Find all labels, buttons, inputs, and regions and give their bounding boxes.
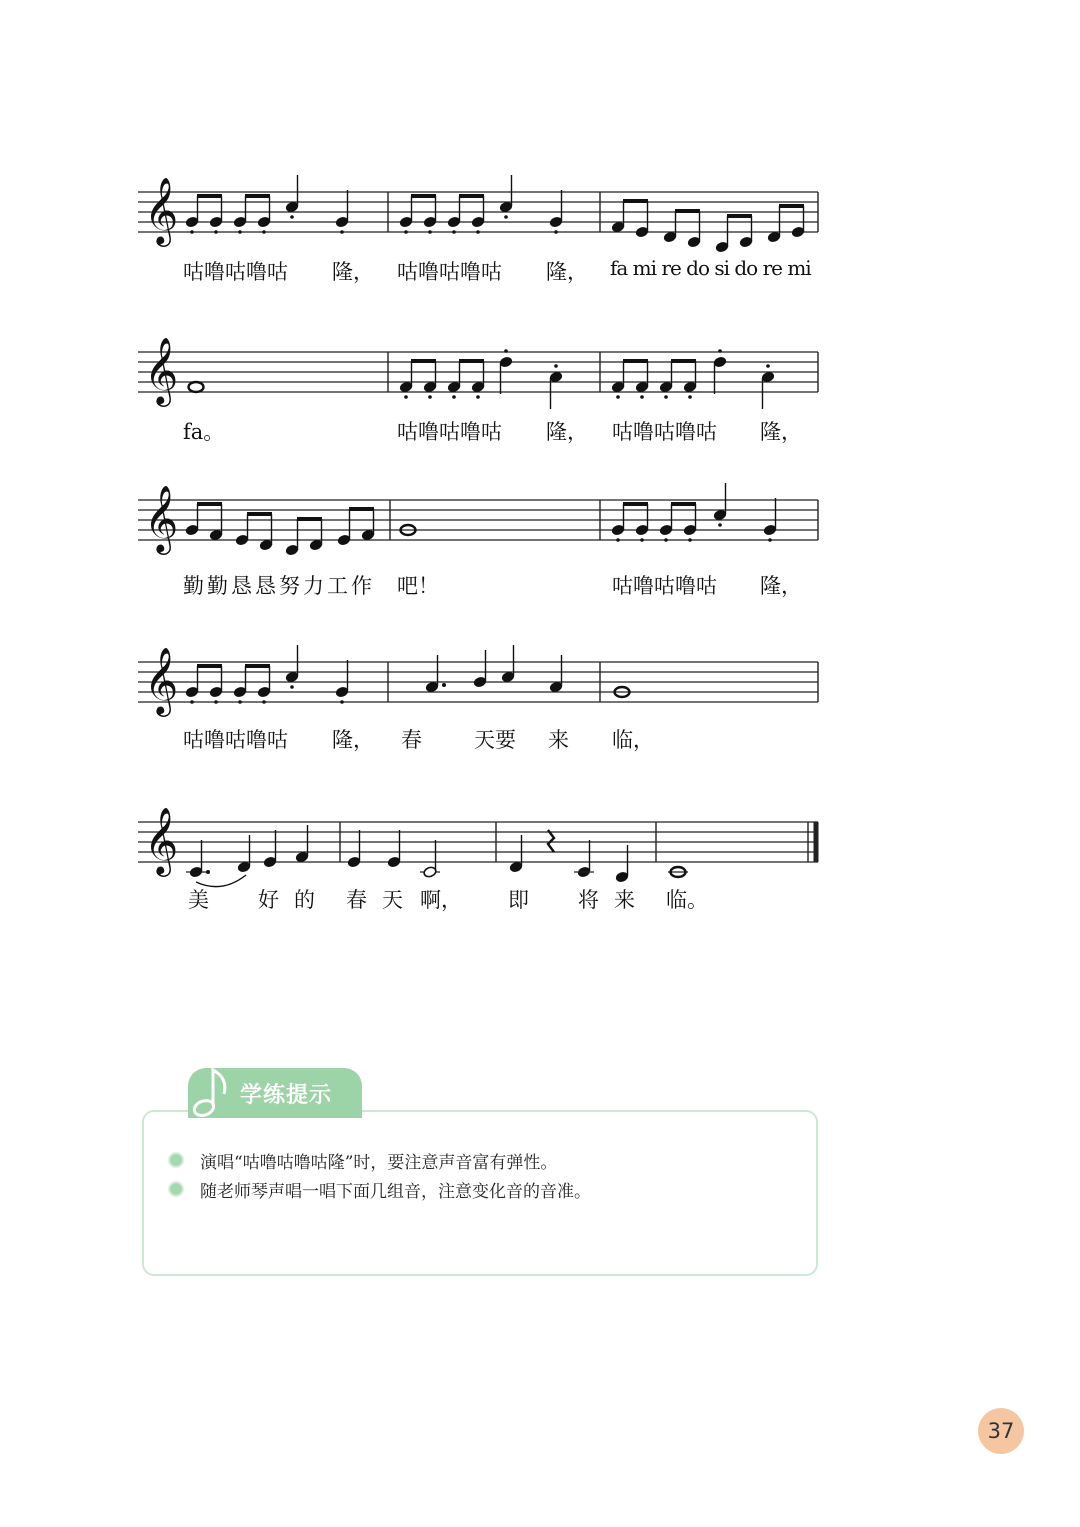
dot [206, 870, 210, 874]
whole-note [189, 382, 204, 392]
tips-title: 学练提示 [240, 1083, 333, 1108]
staccato-dot [452, 230, 456, 234]
bullet-icon [168, 1181, 184, 1197]
staccato-dot [404, 395, 408, 399]
staccato-dot [238, 230, 242, 234]
treble-clef: 𝄞 [144, 336, 179, 404]
lyric: 咕噜咕噜咕 [397, 420, 502, 444]
lyric: 临， [612, 728, 654, 752]
staccato-dot [766, 364, 770, 368]
staccato-dot [616, 538, 620, 542]
lyric: 好 [258, 888, 279, 912]
lyric-line-4 [0, 724, 1080, 764]
lyric-line-5 [0, 884, 1080, 924]
staccato-dot [718, 523, 722, 527]
lyric: 来 [614, 888, 635, 912]
staccato-dot [340, 230, 344, 234]
treble-clef: 𝄞 [144, 484, 179, 552]
lyric: fa。 [183, 420, 225, 444]
lyric: 春 [401, 728, 422, 752]
lyric: 临。 [666, 888, 708, 912]
staccato-dot [214, 230, 218, 234]
lyric: 隆， [760, 420, 802, 444]
treble-clef: 𝄞 [144, 646, 179, 714]
staccato-dot [688, 538, 692, 542]
staccato-dot [718, 349, 722, 353]
staccato-dot [428, 230, 432, 234]
staccato-dot [768, 538, 772, 542]
lyric: 春 [346, 888, 367, 912]
treble-clef: 𝄞 [144, 806, 179, 874]
bullet-icon [168, 1152, 184, 1168]
staccato-dot [452, 395, 456, 399]
staccato-dot [616, 395, 620, 399]
staccato-dot [554, 364, 558, 368]
staccato-dot [262, 700, 266, 704]
staccato-dot [190, 230, 194, 234]
staccato-dot [476, 230, 480, 234]
lyric: 隆， [332, 728, 374, 752]
lyric: 啊， [420, 888, 462, 912]
staccato-dot [504, 215, 508, 219]
staccato-dot [340, 700, 344, 704]
lyric: 咕噜咕噜咕 [183, 260, 288, 284]
lyric: 来 [548, 728, 569, 752]
staccato-dot [640, 538, 644, 542]
tip-item: 随老师琴声唱一唱下面几组音，注意变化音的音准。 [200, 1182, 591, 1202]
staccato-dot [640, 395, 644, 399]
staccato-dot [238, 700, 242, 704]
tip-item: 演唱“咕噜咕噜咕隆”时，要注意声音富有弹性。 [200, 1153, 558, 1173]
staccato-dot [404, 230, 408, 234]
lyric: 的 [294, 888, 315, 912]
staccato-dot [688, 395, 692, 399]
staccato-dot [476, 395, 480, 399]
lyric-line-3 [0, 570, 1080, 610]
lyric: 隆， [760, 574, 802, 598]
lyric-line-1 [0, 256, 1080, 296]
lyric: 咕噜咕噜咕 [183, 728, 288, 752]
dot [442, 683, 446, 687]
staccato-dot [290, 685, 294, 689]
staccato-dot [664, 538, 668, 542]
lyric: 隆， [332, 260, 374, 284]
staccato-dot [554, 230, 558, 234]
lyric: 勤勤恳恳努力工作 [183, 574, 375, 598]
lyric: 隆， [546, 260, 588, 284]
lyric: 将 [578, 888, 599, 912]
staccato-dot [428, 395, 432, 399]
lyric-line-2 [0, 416, 1080, 456]
lyric: 咕噜咕噜咕 [612, 574, 717, 598]
staccato-dot [504, 349, 508, 353]
lyric: 咕噜咕噜咕 [612, 420, 717, 444]
staccato-dot [262, 230, 266, 234]
staccato-dot [190, 700, 194, 704]
lyric: 即 [508, 888, 529, 912]
lyric: fa mi re do si do re mi [610, 256, 811, 280]
lyric: 美 [188, 888, 209, 912]
page-number: 37 [978, 1408, 1024, 1454]
lyric: 天 [382, 888, 403, 912]
lyric: 隆， [546, 420, 588, 444]
music-note-icon [188, 1064, 238, 1120]
staccato-dot [664, 395, 668, 399]
quarter-rest [548, 830, 554, 852]
staccato-dot [214, 700, 218, 704]
lyric: 吧！ [397, 574, 439, 598]
lyric: 天要 [474, 728, 516, 752]
treble-clef: 𝄞 [144, 176, 179, 244]
lyric: 咕噜咕噜咕 [397, 260, 502, 284]
staccato-dot [290, 215, 294, 219]
